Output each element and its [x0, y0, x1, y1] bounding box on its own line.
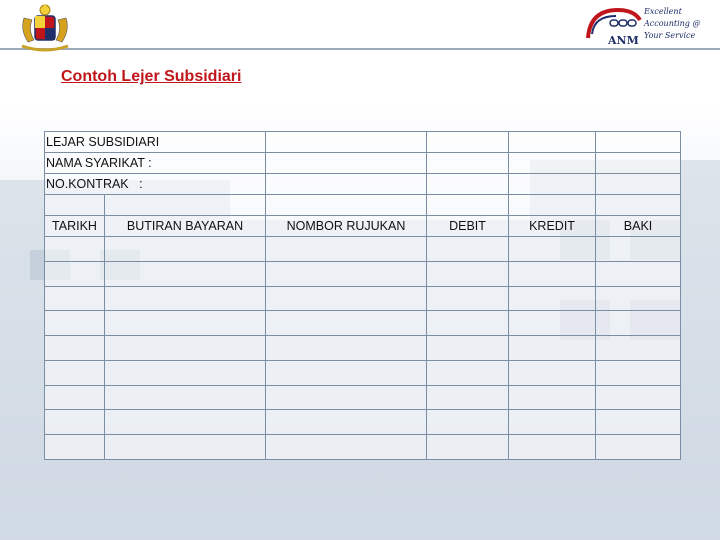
table-row: [45, 311, 681, 336]
table-row: [45, 360, 681, 385]
coat-of-arms-logo: [14, 2, 76, 52]
info-row: [45, 153, 681, 174]
col-header-debit: DEBIT: [427, 216, 509, 237]
spacer-row: [45, 195, 681, 216]
col-header-balance: BAKI: [596, 216, 681, 237]
company-name-label: NAMA SYARIKAT :: [45, 153, 266, 174]
table-row: [45, 237, 681, 262]
col-header-payment-details: BUTIRAN BAYARAN: [105, 216, 266, 237]
table-row: [45, 385, 681, 410]
column-header-row: [45, 216, 681, 237]
ledger-heading: LEJAR SUBSIDIARI: [45, 132, 266, 153]
info-row: [45, 174, 681, 195]
table-row: [45, 435, 681, 460]
subsidiary-ledger-table: [44, 131, 681, 460]
col-header-credit: KREDIT: [509, 216, 596, 237]
anm-brand-text: ANM: [608, 34, 639, 47]
contract-number-label: NO.KONTRAK :: [45, 174, 266, 195]
header-divider: [0, 48, 720, 50]
table-row: [45, 410, 681, 435]
col-header-date: TARIKH: [45, 216, 105, 237]
col-header-reference-number: NOMBOR RUJUKAN: [266, 216, 427, 237]
anm-logo: [584, 4, 716, 48]
page-title: Contoh Lejer Subsidiari: [61, 68, 242, 85]
table-row: [45, 336, 681, 361]
anm-tagline: Excellent Accounting @ Your Service: [644, 7, 701, 40]
table-row: [45, 286, 681, 311]
info-row: [45, 132, 681, 153]
table-row: [45, 261, 681, 286]
